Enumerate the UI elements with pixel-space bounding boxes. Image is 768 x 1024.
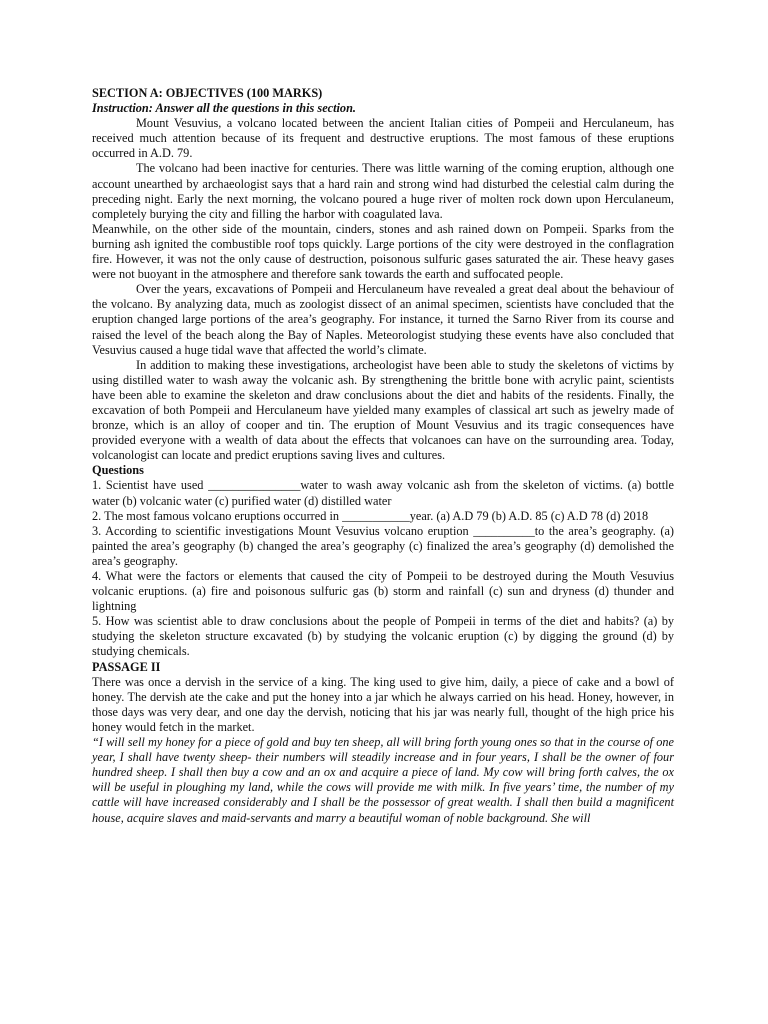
instruction-text: Instruction: Answer all the questions in this section. — [92, 101, 356, 116]
questions-heading: Questions — [92, 463, 144, 478]
passage1-paragraph: Meanwhile, on the other side of the mountain, cinders, stones and ash rained down on Pompeii. Sparks from the burning ash ignited the combustible roof tops quickly. Large portions of the city were destroyed in the conflagration fire. However, it was not the only cause of destruction, poisonous sulfuric gases saturated the air. These heavy gases were not buoyant in the atmosphere and therefore sank towards the earth and suffocated people. — [92, 221, 674, 282]
passage1-paragraph: The volcano had been inactive for centuries. There was little warning of the coming eruption, although one account unearthed by archaeologist says that a hard rain and strong wind had disturbed the celestial calm during the preceding night. Early the next morning, the volcano poured a huge river of molten rock down upon Herculaneum, completely burying the city and filling the harbor with coagulated lava. — [92, 161, 674, 221]
question-item: 2. The most famous volcano eruptions occurred in ___________year. (a) A.D 79 (b) A.D. 85 (c) A.D 78 (d) 2018 — [92, 508, 649, 523]
exam-page — [92, 86, 674, 826]
passage2-quote: “I will sell my honey for a piece of gold and buy ten sheep, all will bring forth young ones so that in the course of one year, I shall have twenty sheep- their numbers will steadily increase and in four years, I shall be the owner of four hundred sheep. I shall then buy a cow and an ox and acquire a piece of land. My cow will bring forth calves, the ox will be useful in ploughing my land, while the cows will provide me with milk. In five years’ time, the number of my cattle will have increased considerably and I shall be the possessor of great wealth. I shall then build a magnificent house, acquire slaves and maid-servants and marry a beautiful woman of noble background. She will — [92, 735, 674, 825]
passage1-paragraph: Mount Vesuvius, a volcano located between the ancient Italian cities of Pompeii and Herculaneum, has received much attention because of its frequent and destructive eruptions. The most famous of these eruptions occurred in A.D. 79. — [92, 116, 674, 161]
question-item: 5. How was scientist able to draw conclusions about the people of Pompeii in terms of the diet and habits? (a) by studying the skeleton structure excavated (b) by studying the volcanic eruption (c) by digging the ground (d) by studying chemicals. — [92, 614, 674, 659]
question-item: 4. What were the factors or elements that caused the city of Pompeii to be destroyed during the Mouth Vesuvius volcanic eruptions. (a) fire and poisonous sulfuric gas (b) storm and rainfall (c) sun and dryness (d) thunder and lightning — [92, 569, 674, 614]
question-item: 3. According to scientific investigations Mount Vesuvius volcano eruption __________to the area’s geography. (a) painted the area’s geography (b) changed the area’s geography (c) finalized the area’s geography (d) demolished the area’s geography. — [92, 523, 674, 568]
passage2-intro: There was once a dervish in the service of a king. The king used to give him, daily, a piece of cake and a bowl of honey. The dervish ate the cake and put the honey into a jar which he always carried on his head. Honey, however, in those days was very dear, and one day the dervish, noticing that his jar was nearly full, thought of the high price his honey would fetch in the market. — [92, 674, 674, 734]
passage1-paragraph: In addition to making these investigations, archeologist have been able to study the skeletons of victims by using distilled water to wash away the volcanic ash. By strengthening the brittle bone with acrylic paint, scientists have been able to examine the skeleton and draw conclusions about the diet and habits of the residents. Finally, the excavation of both Pompeii and Herculaneum have yielded many examples of classical art such as jewelry made of bronze, which is an alloy of cooper and tin. The eruption of Mount Vesuvius and its tragic consequences have provided everyone with a wealth of data about the effects that volcanoes can have on the surrounding area. Today, volcanologist can locate and predict eruptions saving lives and cultures. — [92, 357, 674, 463]
section-title: SECTION A: OBJECTIVES (100 MARKS) — [92, 86, 323, 100]
passage1-paragraph: Over the years, excavations of Pompeii and Herculaneum have revealed a great deal about the behaviour of the volcano. By analyzing data, much as zoologist dissect of an animal specimen, scientists have concluded that the eruption changed large portions of the area’s geography. For instance, it turned the Sarno River from its course and raised the level of the beach along the Bay of Naples. Meteorologist studying these events have also concluded that Vesuvius caused a huge tidal wave that affected the world’s climate. — [92, 282, 674, 357]
question-item: 1. Scientist have used _______________water to wash away volcanic ash from the skeleton of victims. (a) bottle water (b) volcanic water (c) purified water (d) distilled water — [92, 478, 674, 508]
passage2-heading: PASSAGE II — [92, 659, 161, 674]
